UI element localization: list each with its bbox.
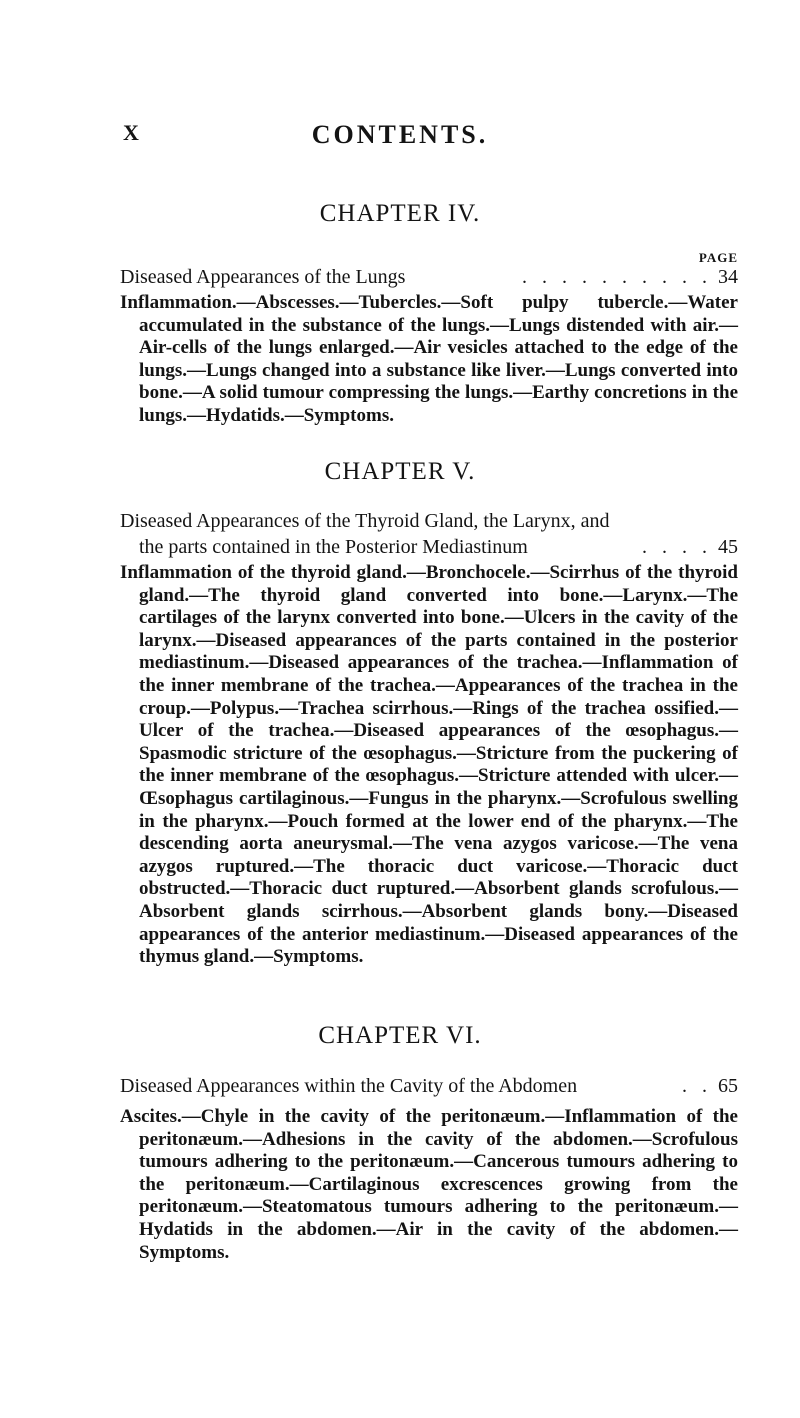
page-column-label: PAGE — [698, 250, 738, 265]
chapter-iv-page-number: 34 — [718, 266, 738, 288]
chapter-v-title-line-2: the parts contained in the Posterior Mediastinum — [139, 536, 528, 558]
chapter-v-page-number: 45 — [718, 536, 738, 558]
page-title: CONTENTS. — [311, 120, 489, 149]
dot-leader: . . . . . . . . . . — [522, 266, 712, 288]
chapter-iv-heading: CHAPTER IV. — [319, 200, 481, 227]
chapter-iv-summary: Inflammation.—Abscesses.—Tubercles.—Soft pulpy tubercle.—Water accumulated in the substance of the lungs.—Lungs distended with air.—Air-cells of the lungs enlarged.—Air vesicles attached to the edge of the lungs.—Lungs changed into a substance like liver.—Lungs converted into bone.—A solid tumour compressing the lungs.—Earthy concretions in the lungs.—Hydatids.—Symptoms. — [120, 292, 738, 426]
chapter-vi-title: Diseased Appearances within the Cavity of the Abdomen — [120, 1075, 578, 1097]
dot-leader: . . . . — [642, 536, 712, 558]
chapter-vi-summary: Ascites.—Chyle in the cavity of the peritonæum.—Inflammation of the peritonæum.—Adhesions in the cavity of the abdomen.—Scrofulous tumours adhering to the peritonæum.—Cancerous tumours adhering to the peritonæum.—Cartilaginous excrescences growing from the peritonæum.—Steatomatous tumours adhering to the peritonæum.—Hydatids in the abdomen.—Air in the cavity of the abdomen.—Symptoms. — [120, 1106, 738, 1263]
chapter-v-title-line-1: Diseased Appearances of the Thyroid Gland, the Larynx, and — [120, 510, 610, 532]
chapter-vi-heading: CHAPTER VI. — [318, 1022, 482, 1049]
chapter-iv-entry — [120, 264, 738, 290]
page-folio: X — [123, 120, 140, 145]
chapter-v-summary: Inflammation of the thyroid gland.—Bronchocele.—Scirrhus of the thyroid gland.—The thyroid gland converted into bone.—Larynx.—The cartilages of the larynx converted into bone.—Ulcers in the cavity of the larynx.—Diseased appearances of the parts contained in the posterior mediastinum.—Diseased appearances of the trachea.—Inflammation of the inner membrane of the trachea.—Appearances of the trachea in the croup.—Polypus.—Trachea scirrhous.—Rings of the trachea ossified.—Ulcer of the trachea.—Diseased appearances of the œsophagus.—Spasmodic stricture of the œsophagus.—Stricture from the puckering of the inner membrane of the œsophagus.—Stricture attended with ulcer.—Œsophagus cartilaginous.—Fungus in the pharynx.—Scrofulous swelling in the pharynx.—Pouch formed at the lower end of the pharynx.—The descending aorta aneurysmal.—The vena azygos varicose.—The vena azygos ruptured.—The thoracic duct varicose.—Thoracic duct obstructed.—Thoracic duct ruptured.—Absorbent glands scrofulous.—Absorbent glands scirrhous.—Absorbent glands bony.—Diseased appearances of the anterior mediastinum.—Diseased appearances of the thymus gland.—Symptoms. — [120, 562, 738, 968]
chapter-iv-title: Diseased Appearances of the Lungs — [120, 266, 406, 288]
chapter-v-heading: CHAPTER V. — [324, 458, 476, 485]
dot-leader: . . — [682, 1075, 712, 1097]
running-head — [0, 120, 800, 160]
chapter-vi-page-number: 65 — [718, 1075, 738, 1097]
chapter-v-entry — [120, 508, 738, 560]
chapter-vi-entry — [120, 1073, 738, 1099]
